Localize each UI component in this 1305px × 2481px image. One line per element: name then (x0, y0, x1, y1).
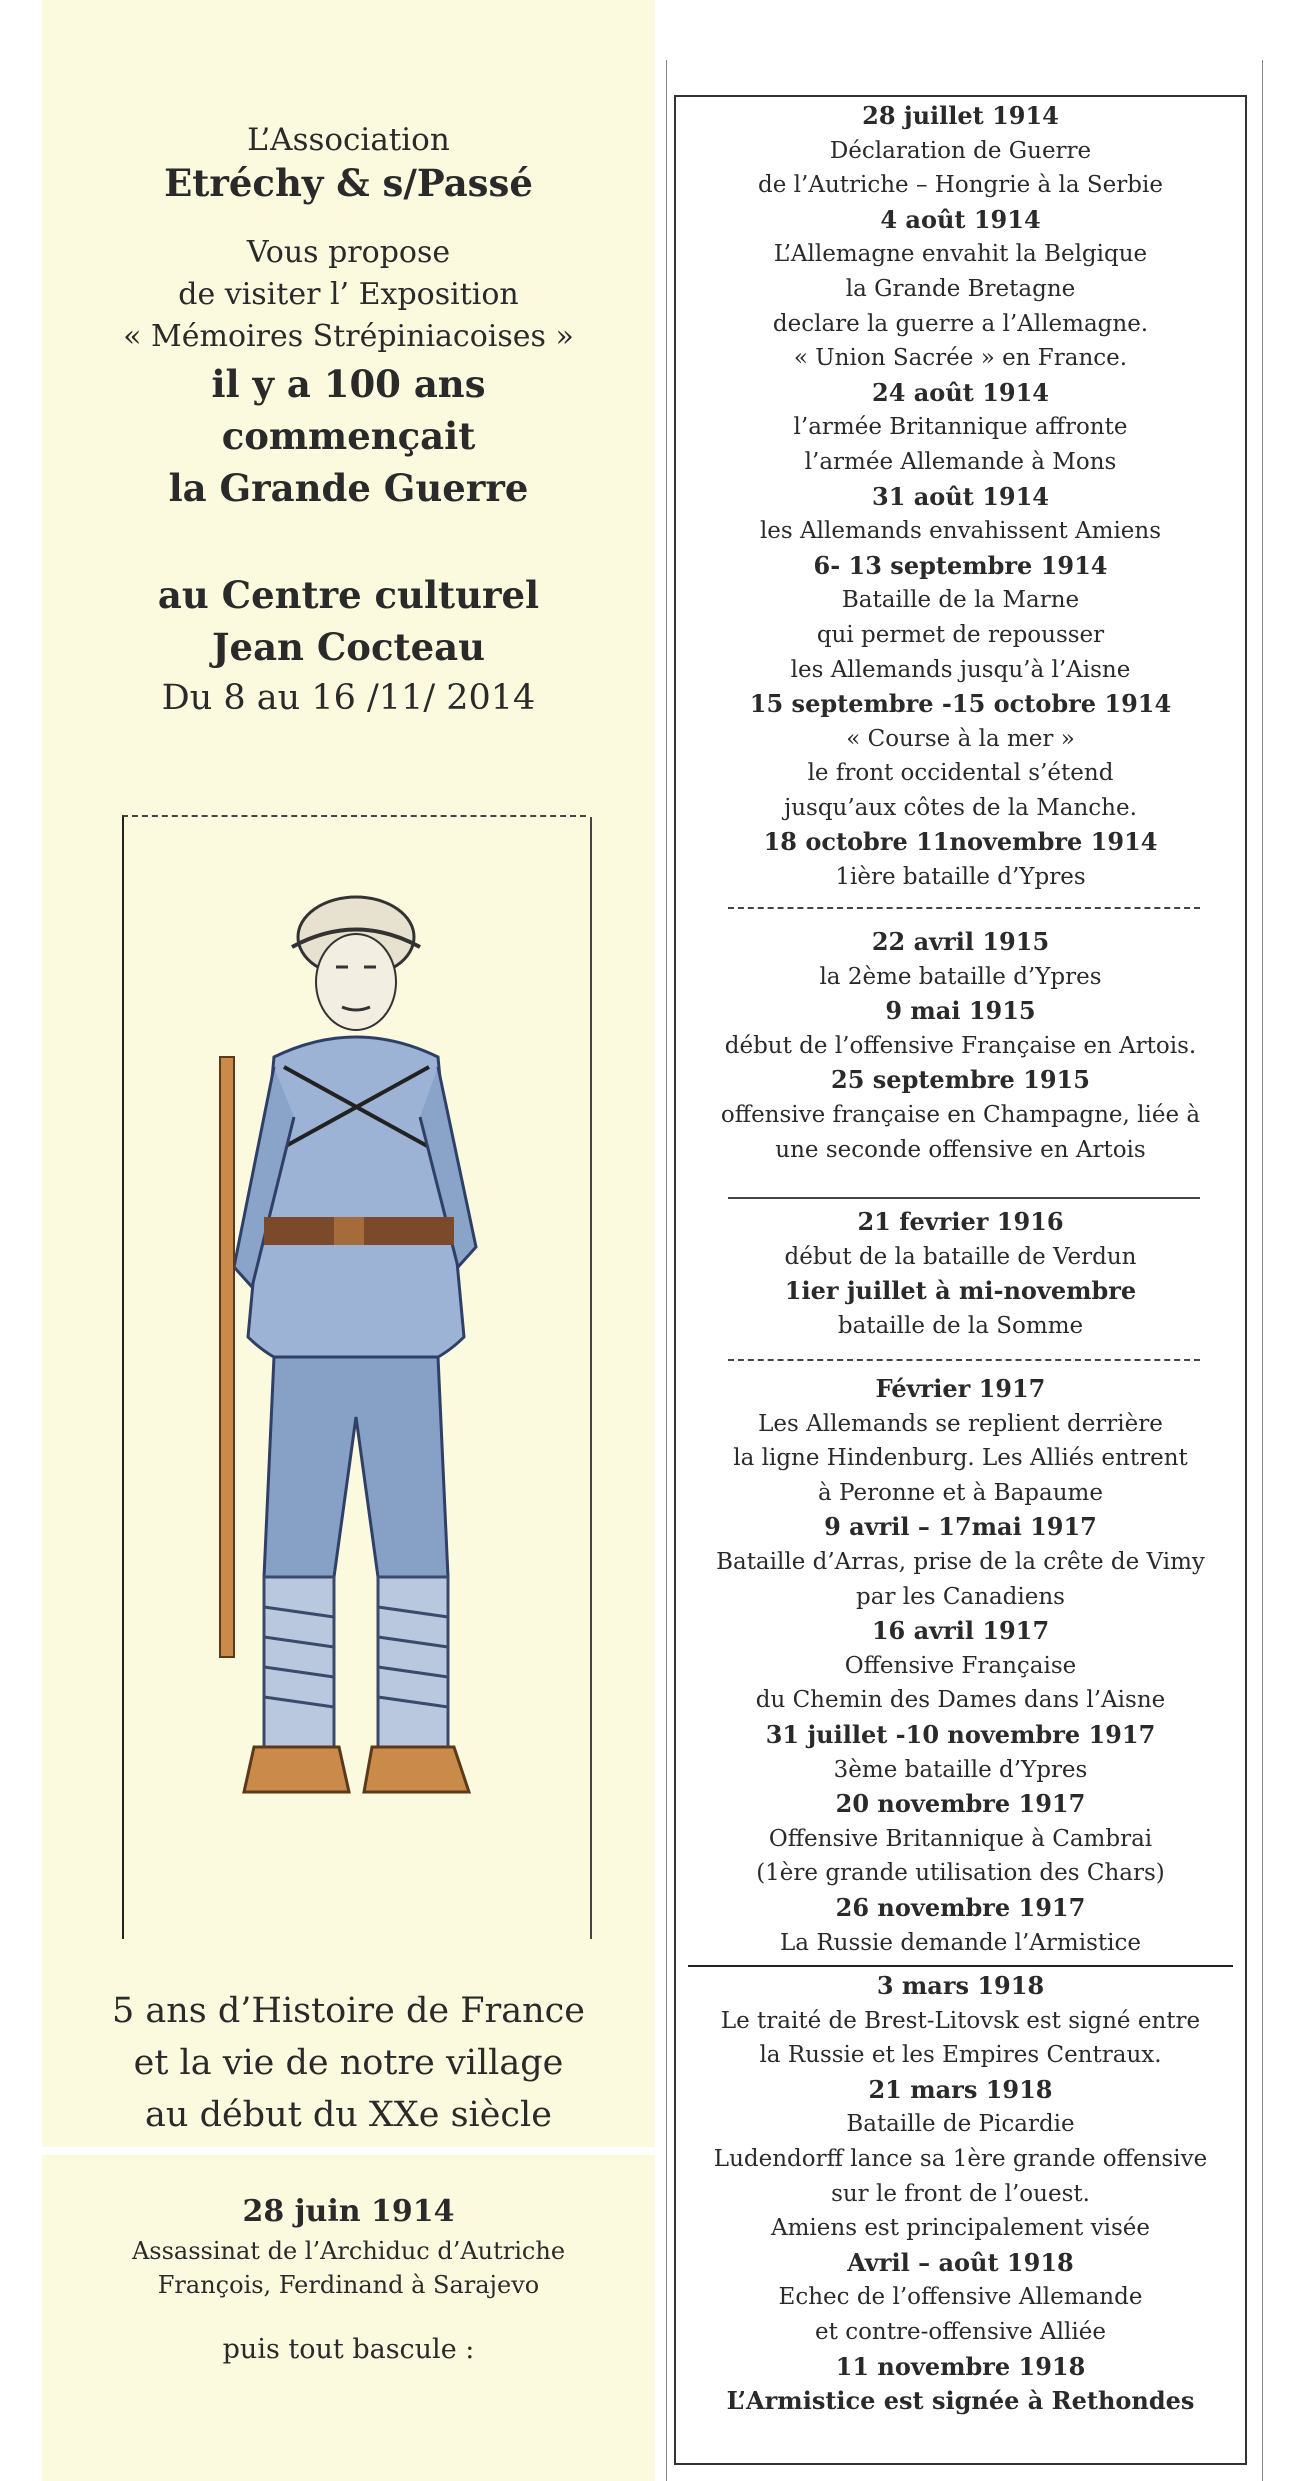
timeline-1915 (676, 925, 1245, 1167)
event-text: Amiens est principalement visée (771, 2215, 1150, 2242)
event-text: Echec de l’offensive Allemande (778, 2284, 1143, 2311)
headline-line: commençait (221, 414, 476, 458)
event-date: 18 octobre 11novembre 1914 (763, 827, 1158, 857)
event-date: 9 mai 1915 (885, 996, 1036, 1026)
propose-line: Vous propose (246, 235, 451, 270)
event-text: les Allemands jusqu’à l’Aisne (790, 656, 1131, 683)
event-text: (1ère grande utilisation des Chars) (756, 1860, 1165, 1887)
event-text: « Course à la mer » (846, 725, 1075, 752)
history-line: au début du XXe siècle (145, 2095, 552, 2135)
separator-1917-1918 (688, 1965, 1233, 1967)
event-text: l’armée Allemande à Mons (804, 448, 1117, 475)
separator-1916-1917 (728, 1359, 1200, 1361)
event-text: Offensive Britannique à Cambrai (768, 1825, 1153, 1852)
association-label: L’Association (247, 122, 450, 158)
separator-1914-1915 (728, 907, 1200, 909)
assassination-block (42, 2190, 655, 2370)
event-text: les Allemands envahissent Amiens (759, 518, 1162, 545)
event-text: Les Allemands se replient derrière (758, 1410, 1163, 1437)
propose-line: « Mémoires Strépiniacoises » (123, 319, 574, 354)
event-date: 21 fevrier 1916 (857, 1207, 1064, 1236)
outer-rule-left (666, 60, 667, 2481)
event-date: 1ier juillet à mi-novembre (784, 1276, 1137, 1306)
event-text: Ludendorff lance sa 1ère grande offensive (713, 2145, 1208, 2172)
event-date: 20 novembre 1917 (835, 1789, 1086, 1819)
venue (42, 569, 655, 673)
event-text: la Russie et les Empires Centraux. (759, 2042, 1162, 2069)
event-date: 9 avril – 17mai 1917 (824, 1512, 1097, 1542)
exhibition-announcement (42, 120, 655, 723)
event-date: 21 mars 1918 (868, 2074, 1053, 2104)
event-date: Avril – août 1918 (847, 2247, 1074, 2277)
event-text: Offensive Française (844, 1652, 1077, 1679)
event-text: début de la bataille de Verdun (784, 1243, 1137, 1270)
headline-line: il y a 100 ans (211, 362, 486, 406)
exhibition-dates: Du 8 au 16 /11/ 2014 (161, 678, 536, 718)
event-text: Déclaration de Guerre (829, 137, 1092, 164)
event-text: declare la guerre a l’Allemagne. (772, 310, 1149, 337)
event-text: offensive française en Champagne, liée à (720, 1101, 1201, 1128)
event-date: 4 août 1914 (880, 204, 1041, 234)
soldier-illustration-frame (122, 815, 586, 1939)
event-date: 28 juillet 1914 (862, 101, 1059, 130)
event-text: Le traité de Brest-Litovsk est signé entre (720, 2007, 1201, 2034)
timeline-box (674, 95, 1247, 2465)
event-date: 22 avril 1915 (871, 927, 1050, 956)
event-text: la 2ème bataille d’Ypres (819, 963, 1102, 990)
timeline-1916 (676, 1205, 1245, 1343)
event-date: 11 novembre 1918 (835, 2351, 1086, 2381)
event-text: 1ière bataille d’Ypres (835, 864, 1086, 891)
assassination-line: Assassinat de l’Archiduc d’Autriche (131, 2237, 566, 2265)
event-date: 25 septembre 1915 (831, 1065, 1090, 1095)
event-text: l’armée Britannique affronte (793, 414, 1128, 441)
tout-bascule-text: puis tout bascule : (222, 2334, 475, 2365)
event-date: 24 août 1914 (872, 377, 1049, 407)
venue-line: au Centre culturel (157, 573, 540, 617)
event-text: Bataille d’Arras, prise de la crête de Vimy (716, 1548, 1205, 1575)
event-text: sur le front de l’ouest. (831, 2180, 1090, 2207)
venue-line: Jean Cocteau (212, 625, 485, 669)
event-text: par les Canadiens (856, 1583, 1065, 1610)
timeline-1918 (676, 1969, 1245, 2419)
event-text: qui permet de repousser (816, 621, 1105, 648)
event-date: 31 juillet -10 novembre 1917 (765, 1719, 1156, 1749)
event-date: 15 septembre -15 octobre 1914 (749, 689, 1172, 719)
event-text: Bataille de Picardie (846, 2111, 1075, 2138)
event-text: bataille de la Somme (837, 1312, 1084, 1339)
soldier-illustration (124, 817, 586, 1939)
event-date: 3 mars 1918 (876, 1971, 1045, 2000)
event-text: La Russie demande l’Armistice (780, 1929, 1141, 1956)
event-text: à Peronne et à Bapaume (818, 1479, 1103, 1506)
timeline-1914 (676, 99, 1245, 895)
headline (42, 358, 655, 514)
event-text: début de l’offensive Française en Artois. (724, 1032, 1197, 1059)
propose-line: de visiter l’ Exposition (178, 277, 519, 312)
event-date: 26 novembre 1917 (835, 1892, 1086, 1922)
event-date: 6- 13 septembre 1914 (813, 550, 1108, 580)
event-text: « Union Sacrée » en France. (793, 345, 1128, 372)
timeline-1917 (676, 1372, 1245, 1960)
event-text: le front occidental s’étend (807, 760, 1114, 787)
event-text: la ligne Hindenburg. Les Alliés entrent (733, 1445, 1188, 1472)
event-text: 3ème bataille d’Ypres (833, 1756, 1088, 1783)
divider (42, 2147, 655, 2155)
history-line: 5 ans d’Histoire de France (112, 1991, 585, 2031)
propose-block (42, 232, 655, 358)
event-date: 16 avril 1917 (871, 1616, 1050, 1646)
left-panel (42, 0, 655, 2481)
event-text: de l’Autriche – Hongrie à la Serbie (758, 172, 1163, 199)
event-date: L’Armistice est signée à Rethondes (726, 2386, 1195, 2416)
event-date: 31 août 1914 (872, 481, 1049, 511)
event-text: une seconde offensive en Artois (775, 1136, 1146, 1163)
event-text: et contre-offensive Alliée (815, 2318, 1106, 2345)
headline-line: la Grande Guerre (168, 466, 529, 510)
history-text (42, 1985, 655, 2141)
association-title: Etréchy & s/Passé (164, 161, 533, 205)
event-text: du Chemin des Dames dans l’Aisne (755, 1687, 1166, 1714)
event-text: la Grande Bretagne (845, 275, 1076, 302)
separator-1915-1916 (728, 1197, 1200, 1199)
event-date: Février 1917 (875, 1374, 1046, 1403)
event-text: jusqu’aux côtes de la Manche. (784, 794, 1137, 821)
event-text: Bataille de la Marne (841, 587, 1080, 614)
history-line: et la vie de notre village (133, 2043, 564, 2083)
assassination-date: 28 juin 1914 (242, 2194, 455, 2229)
event-text: L’Allemagne envahit la Belgique (773, 241, 1148, 268)
outer-rule-right (1262, 60, 1263, 2481)
assassination-line: François, Ferdinand à Sarajevo (157, 2271, 540, 2299)
